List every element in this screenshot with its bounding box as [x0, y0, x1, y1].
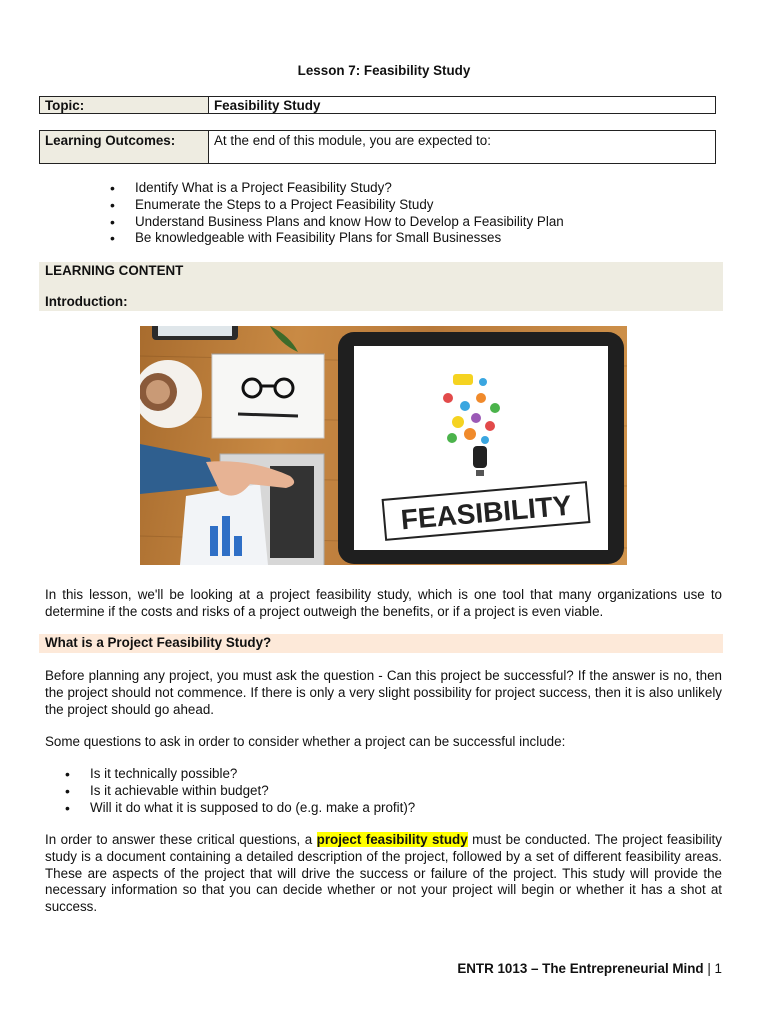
highlighted-term: project feasibility study [316, 832, 468, 847]
topic-label: Topic: [40, 97, 209, 113]
questions-intro: Some questions to ask in order to consider whether a project can be successful include: [45, 734, 566, 749]
introduction-heading: Introduction: [45, 294, 128, 309]
learning-content-heading: LEARNING CONTENT [45, 263, 184, 278]
footer-course: ENTR 1013 – The Entrepreneurial Mind [457, 961, 704, 976]
learning-outcomes-row [39, 130, 716, 164]
learning-outcomes-label: Learning Outcomes: [40, 131, 209, 163]
topic-row [39, 96, 716, 114]
document-title: Lesson 7: Feasibility Study [297, 63, 471, 78]
what-is-heading-band [39, 634, 723, 653]
footer-separator: | [703, 961, 715, 976]
list-item: • Understand Business Plans and know How to Develop a Feasibility Plan [135, 214, 564, 231]
feasibility-image-text: FEASIBILITY [399, 489, 573, 536]
questions-list [90, 766, 415, 816]
list-item: • Is it achievable within budget? [90, 783, 415, 800]
list-item: • Be knowledgeable with Feasibility Plans for Small Businesses [135, 230, 564, 247]
what-is-paragraph: Before planning any project, you must ask the question - Can this project be successful? If the answer is no, then the project should not commence. If there is only a very slight possibility for project success, then it is also unlikely the project should go ahead. [45, 668, 722, 717]
final-paragraph [45, 832, 722, 916]
list-item: • Identify What is a Project Feasibility Study? [135, 180, 564, 197]
final-paragraph-start: In order to answer these critical questions, a [45, 832, 317, 847]
feasibility-photo [140, 326, 627, 565]
page-number: 1 [714, 961, 722, 976]
list-item: • Enumerate the Steps to a Project Feasibility Study [135, 197, 564, 214]
page-footer [457, 961, 722, 976]
outcome-list [135, 180, 564, 247]
intro-paragraph: In this lesson, we'll be looking at a project feasibility study, which is one tool that many organizations use to determine if the costs and risks of a project outweigh the benefits, or if a project is even viable. [45, 587, 722, 619]
list-item: • Will it do what it is supposed to do (e.g. make a profit)? [90, 800, 415, 817]
learning-content-band [39, 262, 723, 311]
topic-value: Feasibility Study [214, 98, 321, 113]
final-paragraph-end: must be conducted. The project feasibility study is a document containing a detailed description of the project, followed by a set of different feasibility areas. These are aspects of the project that will drive the success or failure of the project. This study will provide the necessary information so that you can decide whether or not your project will begin or whether it has a shot at success. [45, 832, 722, 915]
learning-outcomes-value: At the end of this module, you are expected to: [214, 133, 491, 148]
list-item: • Is it technically possible? [90, 766, 415, 783]
what-is-heading: What is a Project Feasibility Study? [45, 635, 272, 650]
